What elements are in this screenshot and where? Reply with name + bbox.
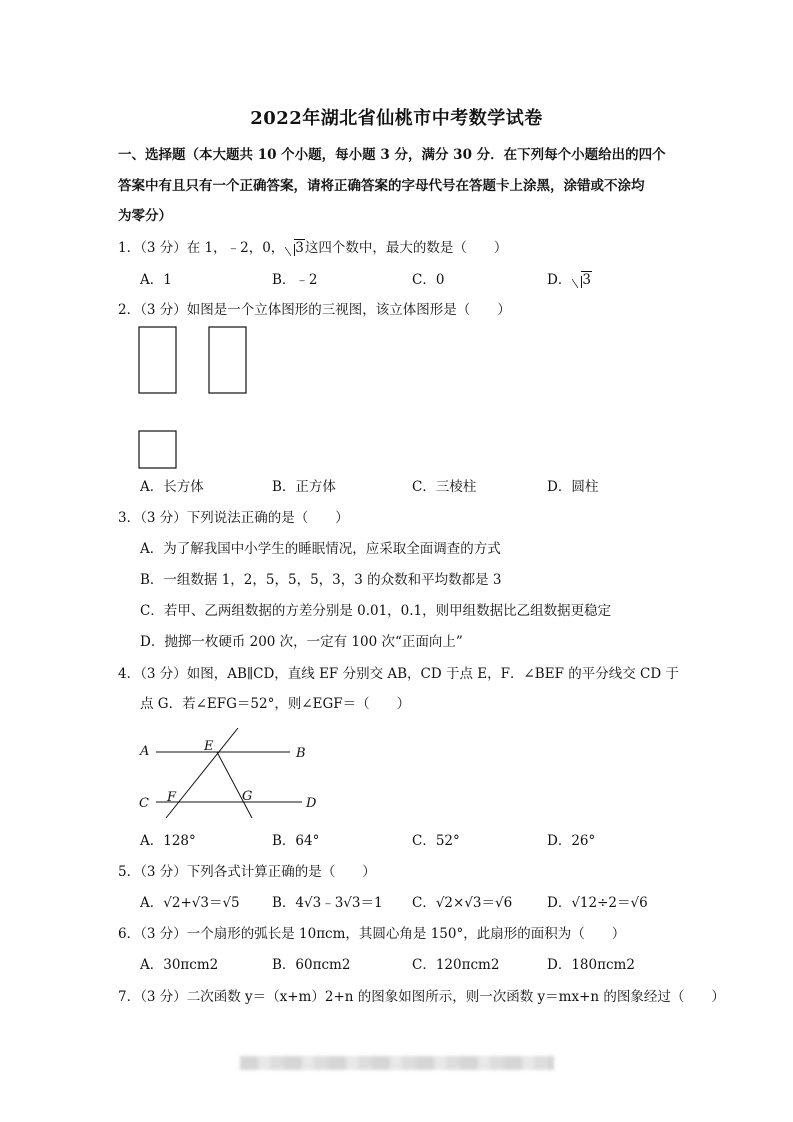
question-2-stem: 2．（3 分）如图是一个立体图形的三视图，该立体图形是（ ） xyxy=(118,302,511,318)
question-2-option-d: D．圆柱 xyxy=(547,479,599,495)
question-3-stem: 3．（3 分）下列说法正确的是（ ） xyxy=(118,510,349,526)
question-6-option-a: A．30πcm2 xyxy=(140,957,219,973)
question-4-option-c: C．52° xyxy=(412,833,460,849)
label-d: D xyxy=(306,796,317,811)
question-5-stem: 5．（3 分）下列各式计算正确的是（ ） xyxy=(118,864,376,880)
question-5-option-d: D．√12÷2＝√6 xyxy=(547,895,648,911)
question-1-option-c: C．0 xyxy=(412,272,445,288)
label-g: G xyxy=(242,789,253,804)
top-view-square xyxy=(139,431,176,468)
label-f: F xyxy=(167,790,177,805)
transversal-ef xyxy=(166,728,238,818)
page-title: 2022年湖北省仙桃市中考数学试卷 xyxy=(250,108,543,129)
question-5-option-a: A．√2+√3＝√5 xyxy=(140,895,240,911)
question-6-stem: 6．（3 分）一个扇形的弧长是 10πcm，其圆心角是 150°，此扇形的面积为（ ） xyxy=(118,926,626,942)
question-4-option-b: B．64° xyxy=(272,833,320,849)
label-e: E xyxy=(204,739,214,754)
three-view-diagram xyxy=(130,320,270,480)
question-4-stem-line-1: 4．（3 分）如图，AB∥CD，直线 EF 分别交 AB，CD 于点 E，F．∠BEF 的平分线交 CD 于 xyxy=(118,666,679,682)
bisector-eg xyxy=(217,752,252,818)
question-4-stem-line-2: 点 G．若∠EFG＝52°，则∠EGF＝（ ） xyxy=(140,696,411,712)
question-1-option-a: A．1 xyxy=(140,272,172,288)
question-3-option-a: A．为了解我国中小学生的睡眠情况，应采取全面调查的方式 xyxy=(140,541,501,557)
label-c: C xyxy=(139,796,149,811)
question-3-option-d: D．抛掷一枚硬币 200 次，一定有 100 次“正面向上” xyxy=(140,634,463,650)
sqrt-symbol: 3 xyxy=(285,238,305,258)
section-instructions-line-3: 为零分） xyxy=(118,208,172,224)
question-7-stem: 7．（3 分）二次函数 y＝（x+m）2+n 的图象如图所示，则一次函数 y＝mx+n 的图象经过（ ） xyxy=(118,989,725,1005)
question-4-option-a: A．128° xyxy=(140,833,196,849)
question-3-option-b: B．一组数据 1，2，5，5，5，3，3 的众数和平均数都是 3 xyxy=(140,572,502,588)
question-5-option-c: C．√2×√3＝√6 xyxy=(412,895,513,911)
question-6-option-b: B．60πcm2 xyxy=(272,957,351,973)
question-1-option-d: D． 3 xyxy=(547,272,591,288)
question-1-option-b: B．﹣2 xyxy=(272,272,318,288)
label-b: B xyxy=(296,746,306,761)
parallel-lines-diagram xyxy=(130,728,330,823)
question-6-option-c: C．120πcm2 xyxy=(412,957,500,973)
question-2-option-a: A．长方体 xyxy=(140,479,204,495)
label-a: A xyxy=(140,744,150,759)
section-instructions-line-2: 答案中有且只有一个正确答案，请将正确答案的字母代号在答题卡上涂黑，涂错或不涂均 xyxy=(118,178,645,194)
blurred-footer-watermark xyxy=(240,1056,554,1070)
front-view-rect xyxy=(139,327,176,393)
question-2-option-c: C．三棱柱 xyxy=(412,479,477,495)
side-view-rect xyxy=(209,327,246,393)
question-3-option-c: C．若甲、乙两组数据的方差分别是 0.01，0.1，则甲组数据比乙组数据更稳定 xyxy=(140,603,612,619)
question-1-stem: 1．（3 分）在 1，﹣2，0， 3这四个数中，最大的数是（ ） xyxy=(118,240,508,256)
question-4-option-d: D．26° xyxy=(547,833,596,849)
question-5-option-b: B．4√3﹣3√3＝1 xyxy=(272,895,383,911)
section-instructions-line-1: 一、选择题（本大题共 10 个小题，每小题 3 分，满分 30 分．在下列每个小题给出的四个 xyxy=(118,147,666,163)
sqrt-symbol: 3 xyxy=(572,270,592,290)
question-6-option-d: D．180πcm2 xyxy=(547,957,635,973)
question-2-option-b: B．正方体 xyxy=(272,479,336,495)
